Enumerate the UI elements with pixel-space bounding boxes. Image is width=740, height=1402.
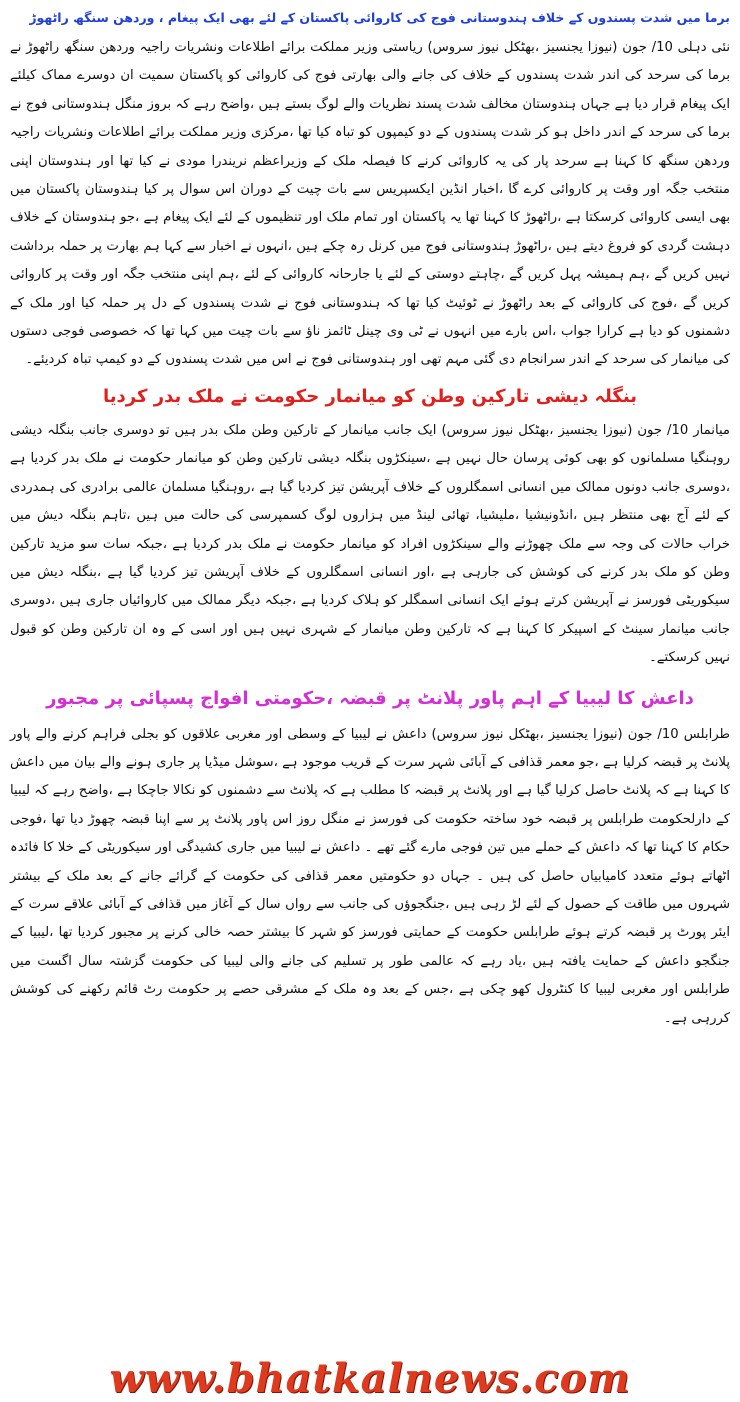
article-body-libya-power-plant: طرابلس 10/ جون (نیوزا یجنسیز ،بھٹکل نیوز سروس) داعش نے لیبیا کے وسطی اور مغربی علاقوں کو بجلی فراہم کرنے والے پاور پلانٹ پر قبضہ کرلیا ہے ،جو معمر قذافی کے آبائی شہر سرت کے قریب موجود ہے ،سوشل میڈیا پر جاری ہونے والے بیان میں داعش کا کہنا ہے کہ پلانٹ حاصل کرلیا گیا ہے اور پلانٹ پر قبضہ کا مطلب ہے کہ پلانٹ سے دشمنوں کو نکالا جاچکا ہے ،واضح رہے کہ لیبیا کے دارلحکومت طرابلس پر قبضہ خود ساختہ حکومت کی فورسز نے منگل روز اس پاور پلانٹ پر سے اپنا قبضہ چھوڑ دیا تھا ،فوجی حکام کا کہنا تھا کہ داعش کے حملے میں تین فوجی مارے گئے تھے ۔ داعش نے لیبیا میں جاری کشیدگی اور سیکوریٹی کے خلا کا فائدہ اٹھاتے ہوئے متعدد کامیابیاں حاصل کی ہیں ۔ جہاں دو حکومتیں معمر قذافی کی حکومت کے گرائے جانے کے بعد ملک کے بیشتر شہروں میں طاقت کے حصول کے لئے لڑ رہی ہیں ،جنگجوؤں کی جانب سے رواں سال کے آغاز میں قذافی کے آبائی علاقے سرت کے ایئر پورٹ پر قبضہ کرتے ہوئے طرابلس حکومت کے حمایتی فورسز کو شہر کا بیشتر حصہ خالی کرنے پر مجبور کردیا تھا ،لیبیا کے جنگجو داعش کے حمایت یافتہ ہیں ،یاد رہے کہ عالمی طور پر تسلیم کی جانے والی لیبیا کی حکومت گزشتہ سال اگست میں طرابلس اور مغربی لیبیا کا کنٹرول کھو چکی ہے ،جس کے بعد وہ ملک کے مشرقی حصے پر حکومت رٹ قائم رکھنے کی کوشش کررہی ہے۔ [10,726,731,1026]
article-body-bangladeshi-migrants: میانمار 10/ جون (نیوزا یجنسیز ،بھٹکل نیوز سروس) ایک جانب میانمار کے تارکین وطن ملک بدر ہیں تو دوسری جانب بنگلہ دیشی روہنگیا مسلمانوں کو بھی کوئی پرسان حال نہیں ہے ،سینکڑوں بنگلہ دیشی تارکین وطن کو میانمار حکومت نے ملک بدر کردیا ہے ،دوسری جانب دونوں ممالک میں انسانی اسمگلروں کے خلاف آپریشن تیز کردیا گیا ہے ،روہنگیا مسلمان عالمی برادری کی ہمدردی کے لئے آج بھی منتظر ہیں ،انڈونیشیا ،ملیشیا، تھائی لینڈ میں ہزاروں لوگ کسمپرسی کی حالت میں ہیں ،تاہم بنگلہ دیش میں خراب حالات کی وجہ سے ملک چھوڑنے والے سینکڑوں افراد کو میانمار حکومت نے ملک بدر کردیا ہے ،جبکہ سات سو مزید تارکین وطن کو ملک بدر کرنے کی کوشش کی جارہی ہے ،اور انسانی اسمگلروں کے خلاف آپریشن تیز کردیا گیا ہے ،بنگلہ دیش میں سیکوریٹی فورسز نے آپریشن کرتے ہوئے ایک انسانی اسمگلر کو ہلاک کردیا ہے ،جبکہ دیگر ممالک میں کاروائیاں جاری ہیں ،دوسری جانب میانمار سینٹ کے اسپیکر کا کہنا ہے کہ تارکین وطن میانمار کے شہری نہیں ہیں اور اسی کے وہ ان تارکین وطن کو قبول نہیں کرسکتے۔ [10,422,731,666]
headline-libya-power-plant: داعش کا لیبیا کے اہم پاور پلانٹ پر قبضہ ،حکومتی افواج پسپائی پر مجبور [46,687,694,709]
article-bangladeshi-migrants [8,385,732,673]
footer-watermark [0,1355,740,1402]
headline-myanmar-operation: برما میں شدت پسندوں کے خلاف ہندوستانی فوج کی کاروائی پاکستان کے لئے بھی ایک پیغام ، وردھن سنگھ راٹھوڑ [29,10,730,25]
article-body-myanmar-operation: نئی دہلی 10/ جون (نیوزا یجنسیز ،بھٹکل نیوز سروس) ریاستی وزیر مملکت برائے اطلاعات ونشریات راجیہ وردھن سنگھ راٹھوڑ نے برما کی سرحد کی اندر شدت پسندوں کے خلاف کی جانے والی بھارتی فوج کی کاروائی کو پاکستان سمیت ان دوسرے مماک کیلئے ایک پیغام قرار دیا ہے جہاں ہندوستان مخالف شدت پسند نظریات والے لوگ بستے ہیں ،واضح رہے کہ بروز منگل ہندوستانی فوج نے برما کی سرحد کے اندر داخل ہو کر شدت پسندوں کے دو کیمپوں کو تباہ کیا تھا ،مرکزی وزیر مملکت برائے اطلاعات ونشریات راجیہ وردھن سنگھ کا کہنا ہے سرحد پار کی یہ کاروائی کرنے کا فیصلہ ملک کے وزیراعظم نریندرا مودی نے کیا تھا اور ہندوستان اپنی منتخب جگہ اور وقت پر کاروائی کرے گا ،اخبار انڈین ایکسپریس سے بات چیت کے دوران اس سوال پر کیا ہندوستان پاکستان میں بھی ایسی کاروائی کرسکتا ہے ،راٹھوڑ کا کہنا تھا یہ پاکستان اور تمام ملک اور تنظیموں کے لئے ایک پیغام ہے ،جو ہندوستان کے خلاف دہشت گردی کو فروغ دیتے ہیں ،راٹھوڑ ہندوستانی فوج میں کرنل رہ چکے ہیں ،انہوں نے اخبار سے کہا ہم بھارت پر حملہ برداشت نہیں کریں گے ،ہم ہمیشہ پہل کریں گے ،چاہتے دوستی کے لئے یا جارحانہ کاروائی کے لئے ،ہم اپنی منتخب جگہ اور وقت پر کاروائی کریں گے ،فوج کی کاروائی کے بعد راٹھوڑ نے ٹوئیٹ کیا تھا کہ ہندوستانی فوج نے شدت پسندوں کے دل پر حملہ کیا اور ملک کے دشمنوں کو دیا ہے کرارا جواب ،اس بارے میں انہوں نے ٹی وی چینل ٹائمز ناؤ سے بات چیت میں کہا تھا کہ خصوصی فوجی دستوں کی میانمار کی سرحد کے اندر سرانجام دی گئی مہم تھی اور ہندوستانی فوج نے اس میں شدت پسندوں کے دو کیمپ تباہ کردیئے۔ [10,40,731,368]
site-url-watermark: www.bhatkalnews.com [109,1355,631,1402]
article-libya-power-plant [8,687,732,1033]
headline-bangladeshi-migrants: بنگلہ دیشی تارکین وطن کو میانمار حکومت نے ملک بدر کردیا [103,385,637,407]
article-myanmar-operation [8,6,732,375]
